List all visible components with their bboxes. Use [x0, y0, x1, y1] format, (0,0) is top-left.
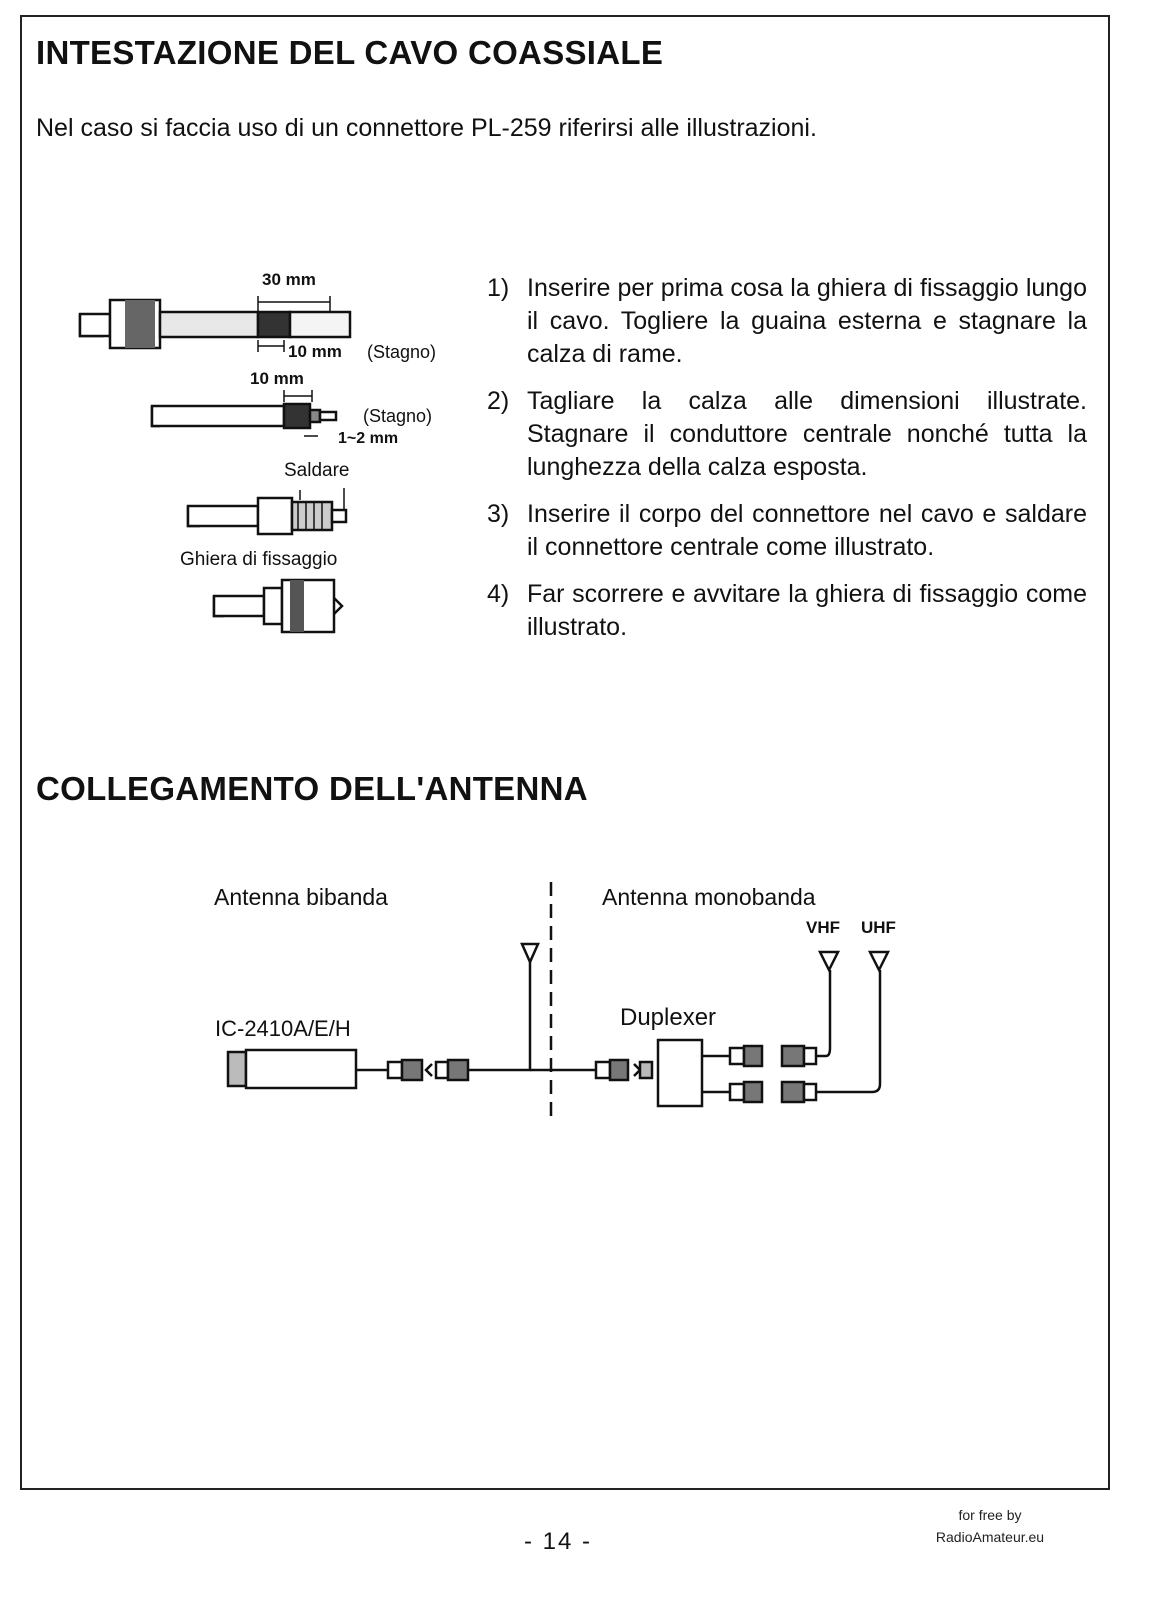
steps-list: [487, 272, 1087, 658]
step-text: Inserire per prima cosa la ghiera di fissaggio lungo il cavo. Togliere la guaina esterna e stagnare la calza di rame.: [527, 274, 1087, 368]
connector-c: [610, 1060, 628, 1080]
cable2-center: [320, 412, 336, 420]
cable1-exposed: [290, 312, 350, 337]
uhf-cable: [816, 970, 880, 1092]
saldare-label: Saldare: [284, 460, 350, 481]
cable1-jacket-left: [80, 314, 110, 336]
label-vhf: VHF: [806, 918, 840, 937]
step-number: 3): [487, 500, 510, 528]
page-number: - 14 -: [524, 1528, 593, 1555]
step-number: 4): [487, 580, 510, 608]
connector-b: [448, 1060, 468, 1080]
transceiver-front: [228, 1052, 246, 1086]
credit-line-2: RadioAmateur.eu: [935, 1529, 1045, 1545]
cable4-jacket: [214, 596, 264, 616]
step-text: Far scorrere e avvitare la ghiera di fissaggio come illustrato.: [527, 580, 1087, 641]
dim-30mm: 30 mm: [262, 270, 316, 289]
ghiera-nut-2: [282, 580, 334, 632]
credit-text: [920, 1504, 1060, 1548]
label-antenna-monobanda: Antenna monobanda: [602, 884, 816, 910]
vhf-cable: [816, 970, 830, 1056]
credit-line-1: for free by: [958, 1507, 1022, 1523]
list-item: [487, 498, 1087, 564]
antenna-bibanda-icon: [522, 944, 538, 962]
label-model: IC-2410A/E/H: [215, 1016, 351, 1041]
list-item: [487, 578, 1087, 644]
duplexer-box: [658, 1040, 702, 1106]
cable2-braid: [284, 404, 310, 428]
cable3-jacket: [188, 506, 258, 526]
stagno-label-1: (Stagno): [367, 342, 437, 362]
step-text: Inserire il corpo del connettore nel cavo e saldare il connettore centrale come illustrato.: [527, 500, 1087, 561]
cable1-jacket: [160, 312, 258, 337]
label-antenna-bibanda: Antenna bibanda: [214, 884, 388, 910]
section-title-coax: INTESTAZIONE DEL CAVO COASSIALE: [36, 34, 664, 71]
dim-10mm-a: 10 mm: [288, 342, 342, 361]
intro-text: Nel caso si faccia uso di un connettore PL-259 riferirsi alle illustrazioni.: [36, 114, 817, 142]
dim-10mm-b: 10 mm: [250, 369, 304, 388]
antenna-uhf-icon: [870, 952, 888, 970]
section-title-antenna: COLLEGAMENTO DELL'ANTENNA: [36, 770, 588, 807]
label-uhf: UHF: [861, 918, 896, 937]
step-number: 1): [487, 274, 510, 302]
antenna-diagram: [228, 882, 888, 1116]
list-item: [487, 385, 1087, 484]
cable2-jacket: [152, 406, 284, 426]
list-item: [487, 272, 1087, 371]
stagno-label-2: (Stagno): [363, 406, 433, 426]
step-text: Tagliare la calza alle dimensioni illustrate. Stagnare il conduttore centrale nonché tutta la lunghezza della calza esposta.: [527, 387, 1087, 481]
transceiver-body: [246, 1050, 356, 1088]
ghiera-label: Ghiera di fissaggio: [180, 549, 338, 570]
step-number: 2): [487, 387, 510, 415]
label-duplexer: Duplexer: [620, 1004, 717, 1031]
antenna-vhf-icon: [820, 952, 838, 970]
dim-1-2mm: 1~2 mm: [338, 430, 399, 447]
connector-body: [258, 498, 292, 534]
cable1-braid: [258, 312, 290, 337]
connector-a: [402, 1060, 422, 1080]
